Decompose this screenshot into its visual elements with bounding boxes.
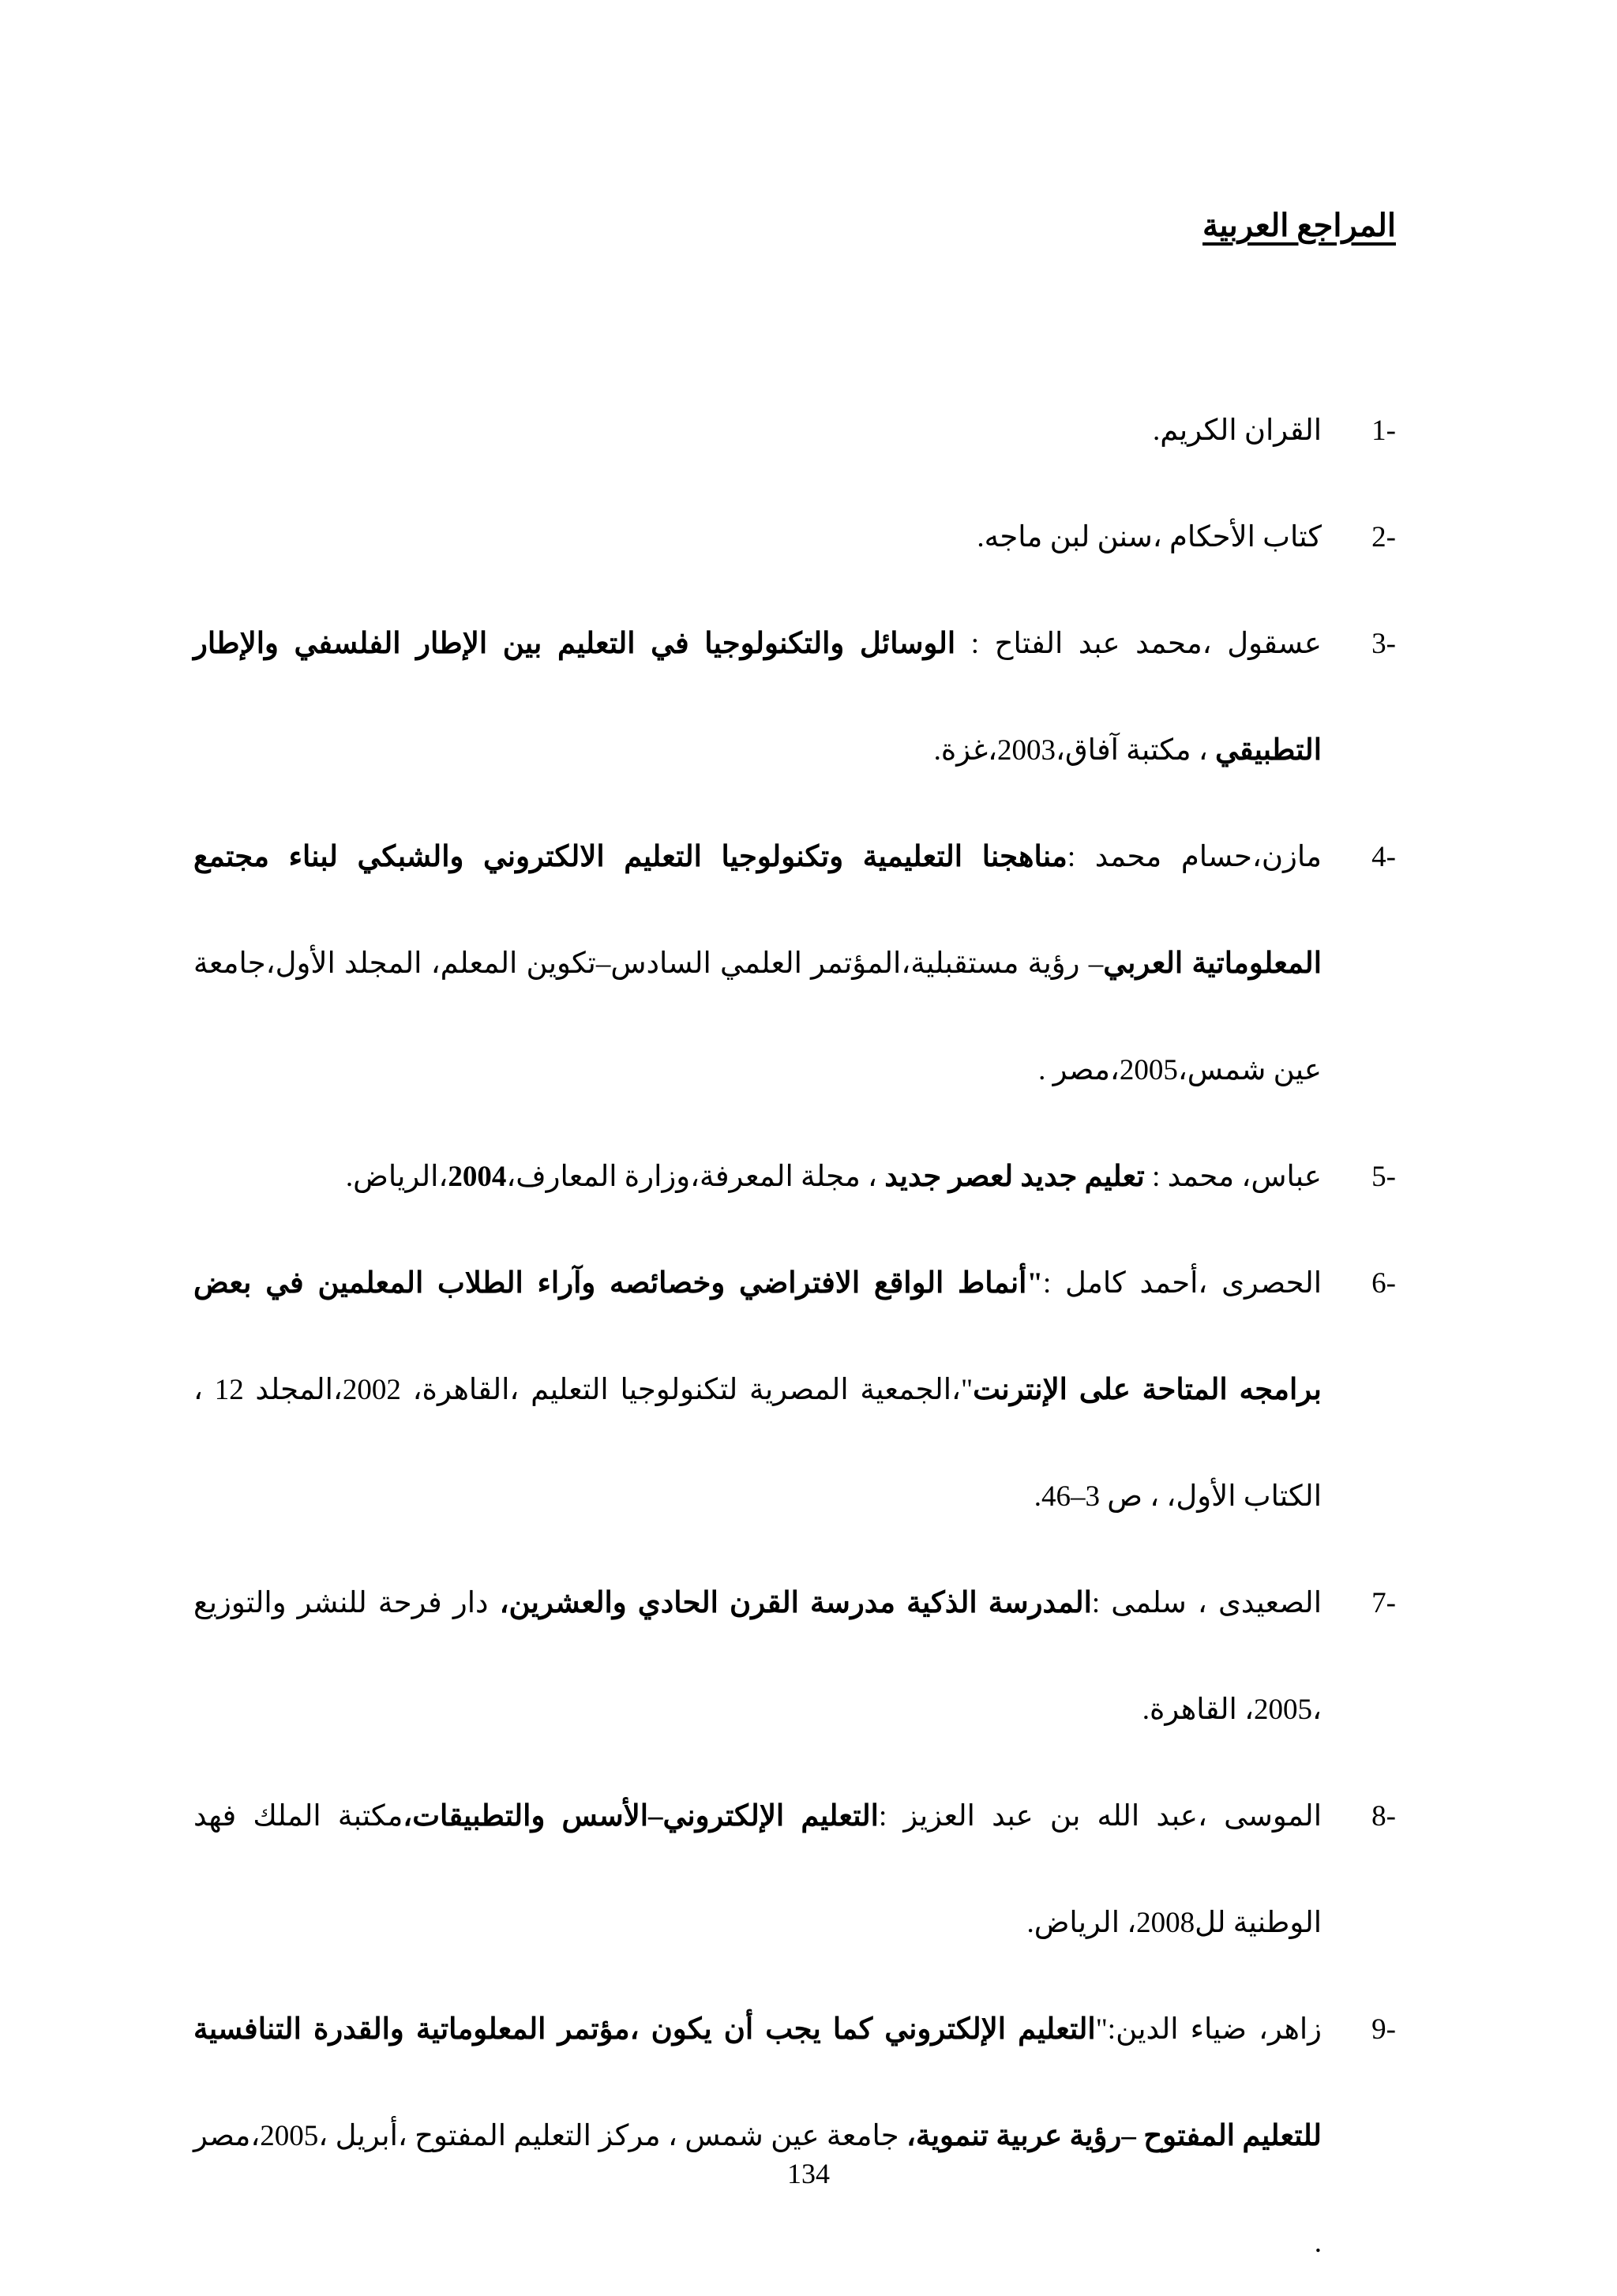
reference-author: الحصرى ،أحمد كامل : — [1042, 1267, 1322, 1300]
reference-number: 8- — [1371, 1800, 1396, 1833]
reference-item — [193, 1550, 1396, 1763]
reference-item — [193, 1230, 1396, 1550]
reference-number: 9- — [1371, 2013, 1396, 2046]
reference-author: زاهر، ضياء الدين:" — [1095, 2013, 1322, 2046]
reference-number: 7- — [1371, 1587, 1396, 1619]
reference-title: "أنماط الواقع الافتراضي وخصائصه وآراء الطلاب المعلمين في بعض برامجه المتاحة على الإنترنت — [193, 1267, 1322, 1406]
reference-publisher: ، مكتبة آفاق،2003،غزة. — [933, 734, 1216, 767]
reference-publisher: مكتبة الملك فهد الوطنية لل2008، الرياض. — [193, 1800, 1322, 1939]
reference-publisher: – رؤية مستقبلية،المؤتمر العلمي السادس–تكوين المعلم، المجلد الأول،جامعة عين شمس،2005،مصر . — [193, 947, 1322, 1086]
reference-publisher: "،الجمعية المصرية لتكنولوجيا التعليم ،القاهرة، 2002،المجلد 12 ، الكتاب الأول، ، ص 3–46. — [193, 1374, 1322, 1513]
reference-item — [193, 591, 1396, 804]
reference-title: مناهجنا التعليمية وتكنولوجيا التعليم الالكتروني والشبكي لبناء مجتمع المعلوماتية العربي — [193, 841, 1322, 980]
reference-text: القران الكريم. — [1153, 415, 1322, 447]
reference-list — [193, 377, 1396, 2296]
reference-item — [193, 377, 1396, 484]
reference-item — [193, 1124, 1396, 1230]
reference-text: كتاب الأحكام ،سنن لبن ماجه. — [977, 521, 1322, 553]
reference-item — [193, 484, 1396, 591]
reference-number: 4- — [1371, 841, 1396, 873]
section-heading: المراجع العربية — [1202, 208, 1396, 243]
reference-title: المدرسة الذكية مدرسة القرن الحادي والعشرين، — [499, 1587, 1092, 1619]
reference-number: 5- — [1371, 1161, 1396, 1193]
reference-city: ،الرياض. — [345, 1161, 448, 1193]
reference-item — [193, 804, 1396, 1124]
page-number: 134 — [787, 2158, 830, 2189]
reference-item — [193, 1976, 1396, 2296]
reference-author: مازن،حسام محمد : — [1067, 841, 1322, 873]
reference-number: 3- — [1371, 628, 1396, 660]
reference-number: 1- — [1371, 415, 1396, 447]
reference-title: التعليم الإلكتروني–الأسس والتطبيقات، — [403, 1800, 879, 1833]
reference-number: 6- — [1371, 1267, 1396, 1300]
reference-title: الوسائل والتكنولوجيا في التعليم بين الإطار الفلسفي والإطار التطبيقي — [193, 628, 1322, 767]
reference-title: التعليم الإلكتروني كما يجب أن يكون ،مؤتمر المعلوماتية والقدرة التنافسية للتعليم المفتوح –رؤية عربية تنموية، — [193, 2013, 1322, 2152]
reference-publisher: جامعة عين شمس ، مركز التعليم المفتوح ،أبريل ،2005،مصر . — [193, 2120, 1322, 2259]
reference-author: عباس، محمد : — [1144, 1161, 1322, 1193]
reference-year: 2004 — [448, 1161, 507, 1193]
reference-title: تعليم جديد لعصر جديد — [884, 1161, 1145, 1193]
reference-author: الموسى ،عبد الله بن عبد العزيز : — [878, 1800, 1322, 1833]
reference-author: الصعيدى ، سلمى : — [1091, 1587, 1322, 1619]
reference-item — [193, 1763, 1396, 1976]
reference-author: عسقول ،محمد عبد الفتاح : — [955, 628, 1322, 660]
reference-publisher: ، مجلة المعرفة،وزارة المعارف، — [506, 1161, 885, 1193]
reference-number: 2- — [1371, 521, 1396, 553]
reference-publisher: دار فرحة للنشر والتوزيع ،2005، القاهرة. — [193, 1587, 1322, 1726]
